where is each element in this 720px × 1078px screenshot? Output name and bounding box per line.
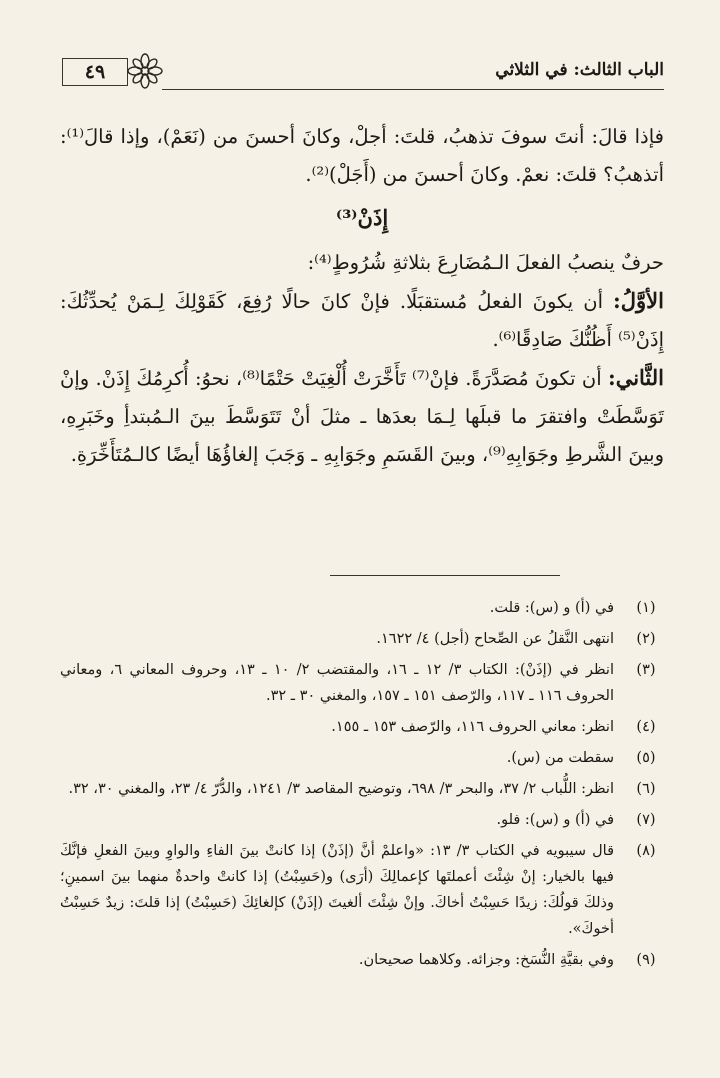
footnote-text: انظر في (إذَنْ): الكتاب ٣/ ١٢ ـ ١٦، والمقتضب ٢/ ١٠ ـ ١٣، وحروف المعاني ٦، ومعاني الحروف ١١٦ ـ ١١٧، والرّصف ١٥١ ـ ١٥٧، والمغني ٣٠ ـ ٣٢. bbox=[60, 662, 614, 704]
footnote-text: في (أ) و (س): قلت. bbox=[489, 600, 614, 616]
condition-text: أن يكونَ الفعلُ مُستقبَلًا. فإنْ كانَ حالًا رُفِعَ، كَقَوْلِكَ لِـمَنْ يُحدِّثُكَ: إِذَنْ⁽⁵⁾ أَظُنُّكَ صَادِقًا⁽⁶⁾. bbox=[60, 290, 664, 351]
page-number: ٤٩ bbox=[84, 61, 106, 83]
footnote-text: انظر: معاني الحروف ١١٦، والرّصف ١٥٣ ـ ١٥٥. bbox=[331, 719, 614, 735]
footnote-text: سقطت من (س). bbox=[506, 750, 614, 766]
footnote-number: (٧) bbox=[636, 812, 656, 828]
footnote bbox=[60, 776, 664, 802]
footnote-text: انتهى النَّقلُ عن الصِّحاح (أجل) ٤/ ١٦٢٢. bbox=[376, 631, 614, 647]
header-rule bbox=[162, 89, 664, 90]
paragraph: حرفٌ ينصبُ الفعلَ الـمُضَارِعَ بثلاثةِ شُرُوطٍ⁽⁴⁾: bbox=[307, 251, 664, 274]
footnotes bbox=[60, 595, 664, 978]
condition-first bbox=[60, 282, 664, 359]
footnote bbox=[60, 807, 664, 833]
footnote-number: (٥) bbox=[636, 750, 656, 766]
running-title: الباب الثالث: في الثلاثي bbox=[495, 60, 664, 80]
flower-ornament-icon bbox=[126, 52, 164, 90]
footnote-number: (٤) bbox=[636, 719, 656, 735]
condition-label: الثَّاني: bbox=[607, 365, 665, 390]
footnote-number: (٢) bbox=[636, 631, 656, 647]
footnote-text: قال سيبويه في الكتاب ٣/ ١٣: «واعلمْ أنَّ (إذَنْ) إذا كانتْ بينَ الفاءِ والواوِ وبينَ الفعلِ فإنَّكَ فيها بالخيار: إنْ شِئْتَ أعملتَها كإعمالِكَ (أرَى) و(حَسِبْتُ) إذا كانتْ واحدةٌ منهما بينَ اسمينِ؛ وذلكَ قولُكَ: زيدًا حَسِبْتُ أخاكَ. وإنْ شِئْتَ ألغيتَ (إذَنْ) كإلغائِكَ (حَسِبْتُ) إذا قلتَ: زيدٌ حَسِبْتُ أخوكَ». bbox=[60, 843, 615, 937]
page-number-box bbox=[62, 58, 128, 86]
section-heading: إِذَنْ⁽³⁾ bbox=[335, 205, 389, 230]
footnote bbox=[60, 595, 664, 621]
main-text bbox=[60, 118, 664, 474]
footnote-text: وفي بقيَّةِ النُّسَخ: وجزائه. وكلاهما صحيحان. bbox=[358, 952, 614, 968]
footnote-number: (٦) bbox=[636, 781, 656, 797]
footnote-number: (١) bbox=[636, 600, 656, 616]
footnote bbox=[60, 745, 664, 771]
page-header bbox=[62, 52, 664, 92]
condition-label: الأوَّلُ: bbox=[613, 288, 664, 313]
paragraph: فإذا قالَ: أنتَ سوفَ تذهبُ، قلتَ: أجلْ، وكانَ أحسنَ من (نَعَمْ)، وإذا قالَ⁽¹⁾: أتذهبُ؟ قلتَ: نعمْ. وكانَ أحسنَ من (أَجَلْ)⁽²⁾. bbox=[60, 125, 664, 186]
condition-second bbox=[60, 359, 664, 474]
footnote bbox=[60, 714, 664, 740]
footnote bbox=[60, 657, 664, 709]
footnote bbox=[60, 838, 664, 942]
footnote-number: (٩) bbox=[636, 952, 656, 968]
footnote bbox=[60, 947, 664, 973]
footnote-number: (٨) bbox=[636, 843, 656, 859]
footnote-text: في (أ) و (س): فلو. bbox=[496, 812, 614, 828]
footnote bbox=[60, 626, 664, 652]
footnote-divider bbox=[330, 575, 560, 576]
footnote-number: (٣) bbox=[636, 662, 656, 678]
condition-text: أن تكونَ مُصَدَّرَةً. فإنْ⁽⁷⁾ تَأَخَّرَتْ أُلْغِيَتْ حَتْمًا⁽⁸⁾، نحوُ: أُكرِمُكَ إِذَنْ. وإنْ تَوَسَّطَتْ وافتقرَ ما قبلَها لِـمَا بعدَها ـ مثلَ أنْ تَتَوَسَّطَ بينَ الـمُبتدأِ وخَبَرِهِ، وبينَ الشَّرطِ وجَوَابِهِ⁽⁹⁾، وبينَ القَسَمِ وجَوَابِهِ ـ وَجَبَ إلغاؤُهَا أيضًا كالـمُتَأَخِّرَةِ. bbox=[60, 367, 664, 466]
footnote-text: انظر: اللُّباب ٢/ ٣٧، والبحر ٣/ ٦٩٨، وتوضيح المقاصد ٣/ ١٢٤١، والدُّرّ ٤/ ٢٣، والمغني ٣٠، ٣٢. bbox=[68, 781, 614, 797]
